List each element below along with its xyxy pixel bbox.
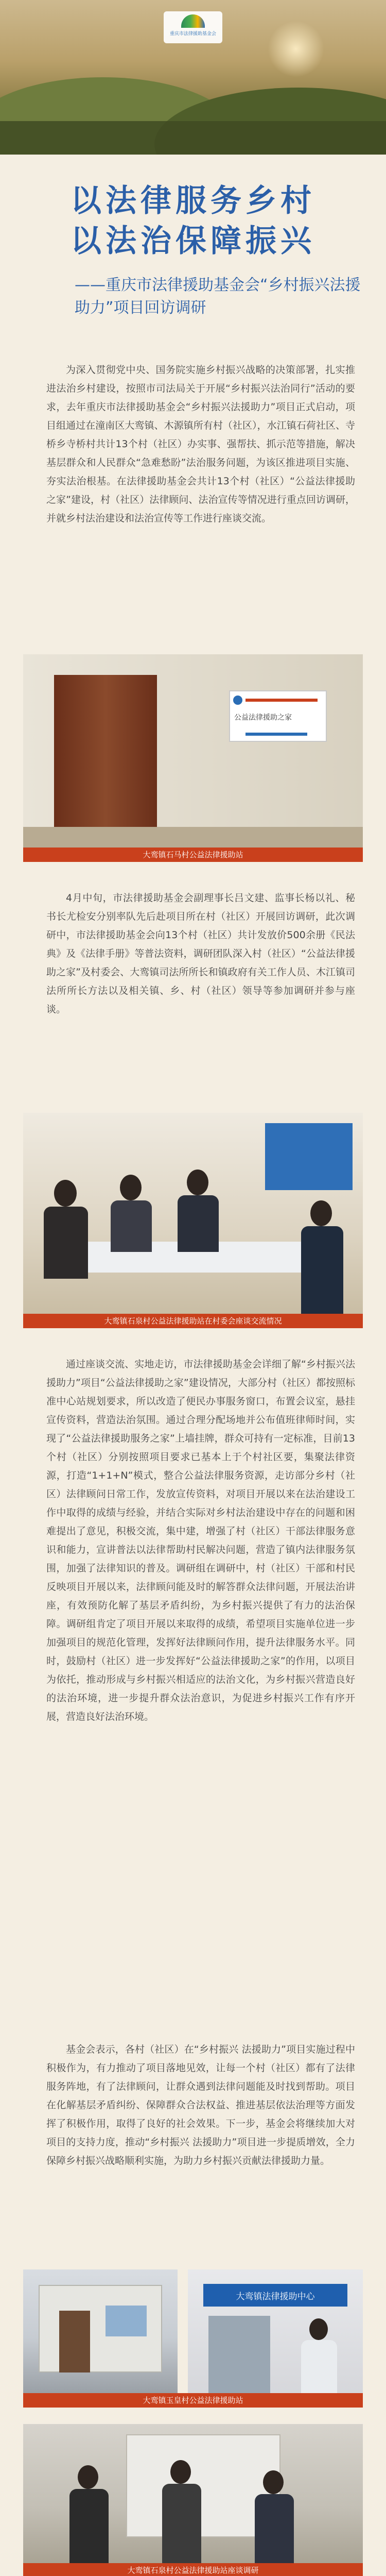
article-photo	[23, 2269, 363, 2393]
photo-caption: 大鸾镇玉皇村公益法律援助站	[23, 2393, 363, 2408]
body-paragraph: 为深入贯彻党中央、国务院实施乡村振兴战略的决策部署，扎实推进法治乡村建设，按照市司法局关于开展“乡村振兴法治同行”活动的要求，去年重庆市法律援助基金会“乡村振兴法援助力”项目正式启动，项目组通过在潼南区大鸾镇、木源镇所有村（社区），水江镇石荷社区、寺桥乡寺桥村共计13个村（社区）办实事、强帮扶、抓示范等措施，解决基层群众和人民群众“急难愁盼”法治服务问题，为该区推进项目实施、夯实法治根基。在法律援助基金会共计13个村（社区）“公益法律援助之家”建设，村（社区）法律顾问、法治宣传等情况进行重点回访调研，并就乡村法治建设和法治宣传等工作进行座谈交流。	[46, 364, 355, 524]
plaque-text: 公益法律援助之家	[234, 714, 292, 722]
plaque-sign	[229, 690, 327, 742]
body-paragraph: 4月中旬，市法律援助基金会副理事长吕文建、监事长杨以礼、秘书长尤检安分别率队先后赴项目所在村（社区）开展回访调研，此次调研中，市法律援助基金会向13个村（社区）共计发放价500余册《民法典》及《法律手册》等普法资料，调研团队深入村（社区）“公益法律援助之家”及村委会、大鸾镇司法所所长和镇政府有关工作人员、木江镇司法所所长方法以及相关镇、乡、村（社区）领导等参加调研并参与座谈。	[46, 892, 355, 1015]
article-photo	[23, 654, 363, 848]
banner-field	[0, 121, 386, 155]
headline-line-1: 以法律服务乡村	[71, 183, 315, 219]
article-photo	[23, 2424, 363, 2563]
banner-sun	[268, 21, 324, 77]
body-paragraph: 基金会表示，各村（社区）在“乡村振兴 法援助力”项目实施过程中积极作为，有力推动了项目落地见效，让每一个村（社区）都有了法律服务阵地，有了法律顾问，让群众遇到法律问题能及时找到帮助。项目在化解基层矛盾纠纷、保障群众合法权益、推进基层依法治理等方面发挥了积极作用，取得了良好的社会效果。下一步，基金会将继续加大对项目的支持力度，推动“乡村振兴 法援助力”项目进一步提质增效，全力保障乡村振兴战略顺利实施，为助力乡村振兴贡献法律援助力量。	[46, 2044, 355, 2166]
foundation-logo	[164, 11, 222, 43]
door-sign-text: 大鸾镇法律援助中心	[236, 2292, 315, 2302]
photo-caption: 大鸾镇石马村公益法律援助站	[23, 848, 363, 862]
logo-text: 重庆市法律援助基金会	[169, 31, 216, 37]
title-section	[0, 155, 386, 345]
header-banner-image	[0, 0, 386, 155]
photo-caption: 大鸾镇石泉村公益法律援助站在村委会座谈交流情况	[23, 1314, 363, 1328]
logo-rainbow-icon	[181, 14, 205, 28]
body-paragraph: 通过座谈交流、实地走访，市法律援助基金会详细了解“乡村振兴法援助力”项目“公益法律援助之家”建设情况，大部分村（社区）都按照标准中心站规划要求，所以改造了便民办事服务窗口，布置会议室，悬挂宣传资料，营造法治氛围。通过合理分配场地并公布值班律师时间，实现了“公益法律援助服务之家”上墙挂牌，群众可持有一定标准，目前13个村（社区）分别按照项目要求已基本上于个村社区要，集聚法律资源，打造“1+1+N”模式，整合公益法律服务资源，走访部分乡村（社区）法律顾问日常工作，发放宣传资料，对项目开展以来在法治建设工作中取得的成绩与经验，并结合实际对乡村法治建设中存在的问题和困难提出了意见，积极交流，集中建，增强了村（社区）干部法律服务意识和能力，宣讲普法以法律帮助村民解决问题，营造了镇内法律服务氛围，加强了法律知识的普及。调研组在调研中，村（社区）干部和村民反映项目开展以来，法律顾问能及时的解答群众法律问题，开展法治讲座，有效预防化解了基层矛盾纠纷，为乡村振兴提供了有力的法治保障。调研组肯定了项目开展以来取得的成绩，希望项目实施单位进一步加强项目的规范化管理，发挥好法律顾问作用，提升法律服务水平。同时，鼓励村（社区）进一步发挥好“公益法律援助之家”的作用，以项目为依托，推动形成与乡村振兴相适应的法治文化，为乡村振兴营造良好的法治环境，进一步提升群众法治意识，为促进乡村振兴工作有序开展，营造良好法治环境。	[46, 1359, 355, 1722]
article-photo	[23, 1113, 363, 1314]
photo-caption: 大鸾镇石泉村公益法律援助站座谈调研	[23, 2563, 363, 2576]
headline-line-2: 以法治保障振兴	[71, 223, 315, 259]
subtitle: ——重庆市法律援助基金会“乡村振兴法援助力”项目回访调研	[75, 276, 361, 317]
door-sign-board	[203, 2284, 347, 2307]
